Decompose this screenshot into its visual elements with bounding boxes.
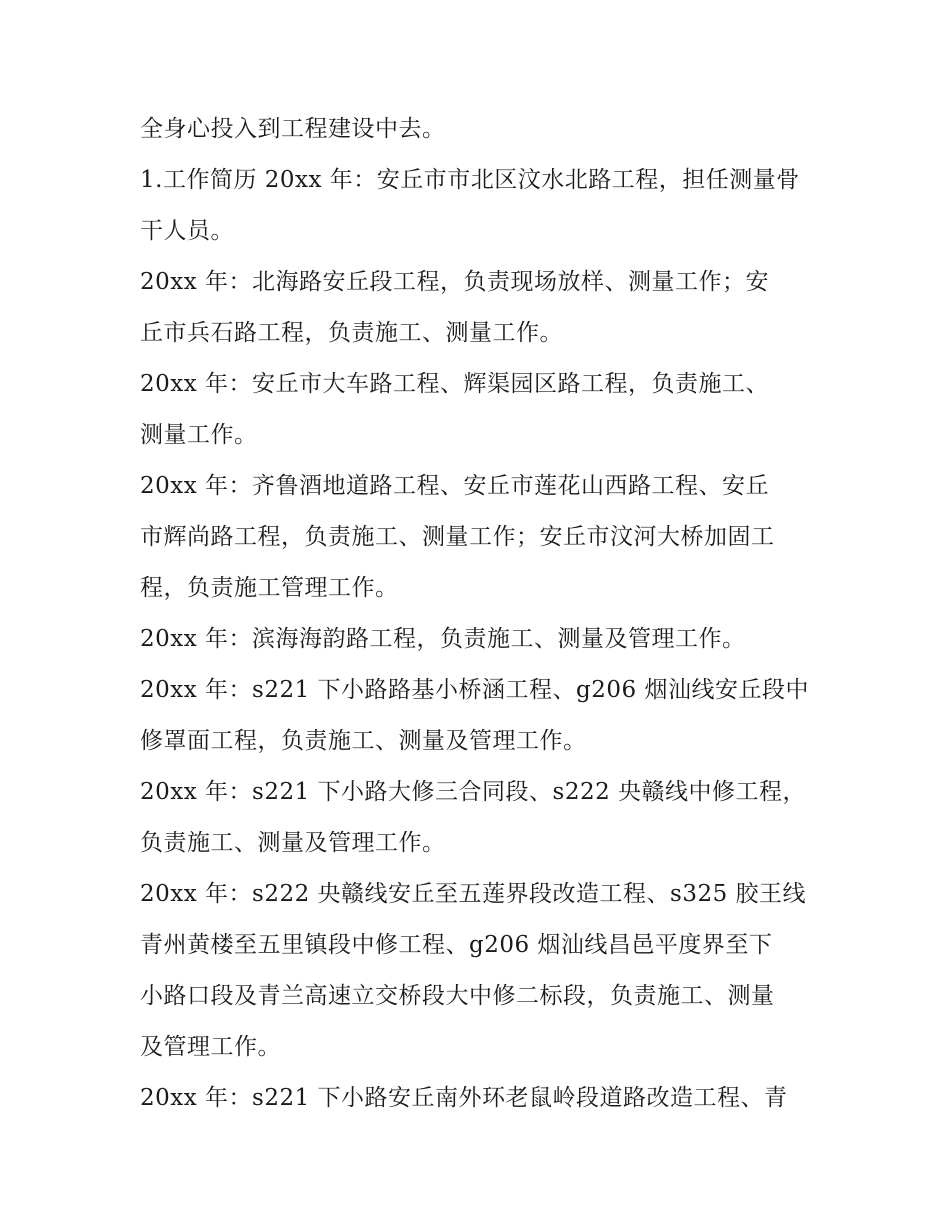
text-line: 20xx 年：s221 下小路安丘南外环老鼠岭段道路改造工程、青 — [140, 1085, 788, 1111]
text-line: 20xx 年：s221 下小路路基小桥涵工程、g206 烟汕线安丘段中 — [140, 677, 809, 703]
text-line: 青州黄楼至五里镇段中修工程、g206 烟汕线昌邑平度界至下 — [140, 932, 773, 958]
text-line: 丘市兵石路工程，负责施工、测量工作。 — [140, 320, 563, 346]
text-line: 20xx 年：s222 央赣线安丘至五莲界段改造工程、s325 胶王线 — [140, 881, 807, 907]
text-line: 及管理工作。 — [140, 1034, 281, 1060]
text-line: 程，负责施工管理工作。 — [140, 575, 399, 601]
text-line: 测量工作。 — [140, 422, 258, 448]
text-line: 1.工作简历 20xx 年：安丘市市北区汶水北路工程，担任测量骨 — [140, 167, 800, 193]
text-line: 修罩面工程，负责施工、测量及管理工作。 — [140, 728, 587, 754]
body-text — [140, 104, 820, 1124]
text-line: 20xx 年：北海路安丘段工程，负责现场放样、测量工作；安 — [140, 269, 770, 295]
text-line: 20xx 年：s221 下小路大修三合同段、s222 央赣线中修工程， — [140, 779, 807, 805]
text-line: 20xx 年：齐鲁酒地道路工程、安丘市莲花山西路工程、安丘 — [140, 473, 770, 499]
text-line: 负责施工、测量及管理工作。 — [140, 830, 446, 856]
text-line: 20xx 年：滨海海韵路工程，负责施工、测量及管理工作。 — [140, 626, 746, 652]
text-line: 20xx 年：安丘市大车路工程、辉渠园区路工程，负责施工、 — [140, 371, 770, 397]
text-line: 市辉尚路工程，负责施工、测量工作；安丘市汶河大桥加固工 — [140, 524, 775, 550]
text-line: 干人员。 — [140, 218, 234, 244]
text-line: 小路口段及青兰高速立交桥段大中修二标段，负责施工、测量 — [140, 983, 775, 1009]
text-line: 全身心投入到工程建设中去。 — [140, 116, 446, 142]
